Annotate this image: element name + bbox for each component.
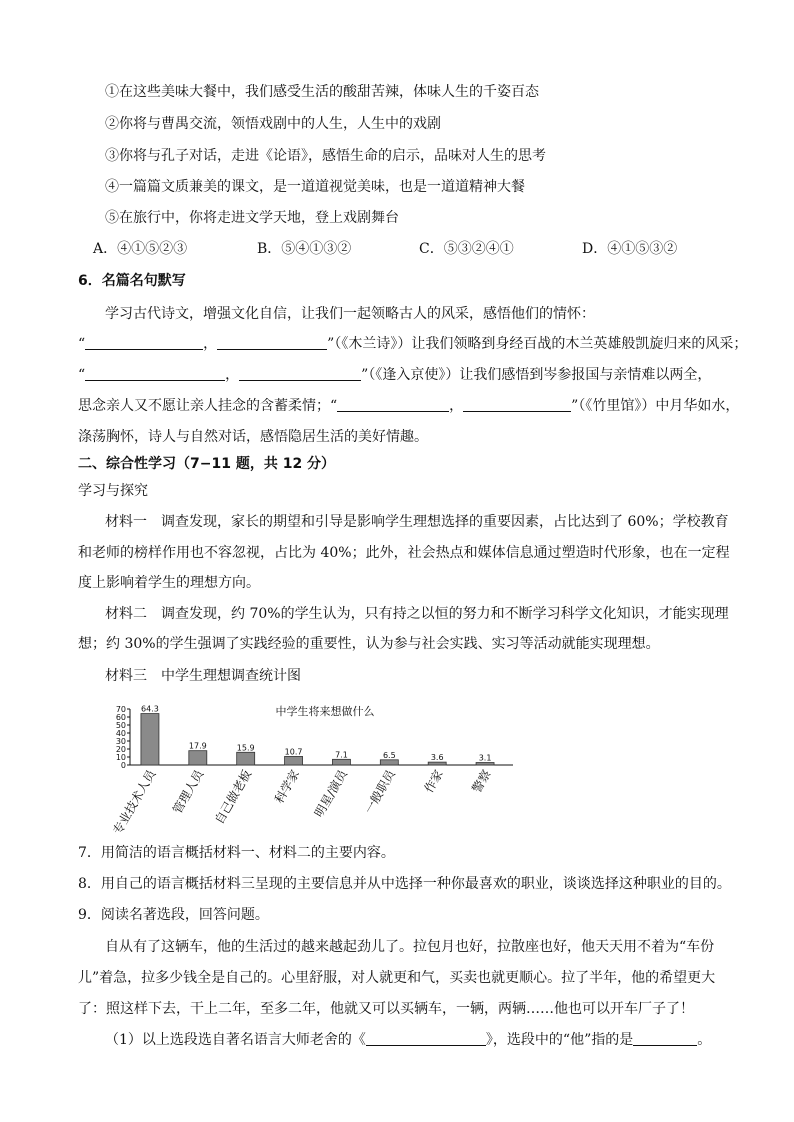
x-tick-label: 明星/演员 [311,767,351,820]
y-tick-label: 60 [115,713,126,722]
material-2-line-2: 想；约 30%的学生强调了实践经验的重要性，认为参与社会实践、实习等活动就能实现理想。 [78,636,660,652]
material-1-line-3: 度上影响着学生的理想方向。 [78,575,260,591]
x-tick-label: 警察 [469,767,494,796]
x-tick-label: 管理人员 [170,767,207,817]
option-item-1: ①在这些美味大餐中，我们感受生活的酸甜苦辣，体味人生的千姿百态 [105,84,539,100]
answer-blank[interactable] [337,396,449,412]
answer-blank[interactable] [85,365,225,381]
bar-value-label: 15.9 [236,743,255,753]
question-8: 8．用自己的语言概括材料三呈现的主要信息并从中选择一种你最喜欢的职业，谈谈选择这种职业的目的。 [78,876,731,892]
section-2-title: 二、综合性学习（7−11 题，共 12 分） [78,456,336,472]
bar [285,756,303,765]
question-6-line-3: 思念亲人又不愿让亲人挂念的含蓄柔情；“ ， ”（《竹里馆》）中月华如水， [78,398,740,414]
x-tick-label: 专业技术人员 [110,767,159,837]
choice-a[interactable]: A．④①⑤②③ [93,241,188,257]
character-blank[interactable] [633,1030,697,1046]
bar [428,762,446,765]
bar-value-label: 64.3 [141,704,159,714]
answer-blank[interactable] [239,365,361,381]
y-tick-label: 20 [115,745,126,754]
excerpt-line-1: 自从有了这辆车，他的生活过的越来越起劲儿了。拉包月也好，拉散座也好，他天天用不着为“车份 [105,939,715,955]
question-6-line-1: “ ， ”（《木兰诗》）让我们领略到身经百战的木兰英雄般凯旋归来的风采； [78,336,748,352]
section-2-subtitle: 学习与探究 [78,483,148,499]
chart-title: 中学生将来想做什么 [275,705,375,718]
option-item-3: ③你将与孔子对话，走进《论语》，感悟生命的启示，品味对人生的思考 [105,148,546,164]
bar [141,714,159,765]
y-tick-label: 70 [115,705,126,714]
excerpt-line-3: 了：照这样下去，干上二年，至多二年，他就又可以买辆车，一辆，两辆……他也可以开车厂子了！ [78,1001,694,1017]
y-tick-label: 30 [115,737,126,746]
choice-c[interactable]: C．⑤③②④① [419,241,514,257]
y-tick-label: 50 [115,721,126,730]
y-tick-label: 40 [115,729,126,738]
material-1-line-2: 和老师的榜样作用也不容忽视，占比为 40%；此外，社会热点和媒体信息通过塑造时代形象，也在一定程 [78,545,730,561]
x-tick-label: 一般职员 [361,767,398,817]
material-3-title: 材料三 中学生理想调查统计图 [105,668,301,684]
bar [189,751,207,765]
x-tick-label: 科学家 [272,767,303,806]
choice-d[interactable]: D．④①⑤③② [582,241,678,257]
question-9-sub-1: （1）以上选段选自著名语言大师老舍的《 》，选段中的“他”指的是 。 [105,1032,712,1048]
bar-value-label: 3.6 [430,753,444,763]
bar [237,752,255,765]
option-item-5: ⑤在旅行中，你将走进文学天地，登上戏剧舞台 [105,210,399,226]
question-6-intro: 学习古代诗文，增强文化自信，让我们一起领略古人的风采，感悟他们的情怀： [105,306,595,322]
x-tick-label: 自己做老板 [212,767,255,827]
bar-value-label: 6.5 [382,750,396,760]
answer-blank[interactable] [217,334,327,350]
bar [332,759,350,765]
y-tick-label: 10 [115,753,126,762]
book-title-blank[interactable] [366,1030,486,1046]
bar-value-label: 17.9 [188,741,207,751]
bar [476,763,494,765]
x-tick-label: 作家 [421,767,446,796]
question-6-title: 6．名篇名句默写 [78,273,186,289]
answer-blank[interactable] [85,334,203,350]
bar-value-label: 10.7 [284,747,303,757]
bar-value-label: 3.1 [478,753,492,763]
answer-blank[interactable] [463,396,571,412]
excerpt-line-2: 儿”着急，拉多少钱全是自己的。心里舒服，对人就更和气，买卖也就更顺心。拉了半年，他的希望更大 [78,970,716,986]
question-9: 9．阅读名著选段，回答问题。 [78,907,269,923]
material-1-line-1: 材料一 调查发现，家长的期望和引导是影响学生理想选择的重要因素，占比达到了 60%；学校教育 [105,514,729,530]
option-item-2: ②你将与曹禺交流，领悟戏剧中的人生，人生中的戏剧 [105,116,441,132]
bar-value-label: 7.1 [335,750,348,760]
y-tick-label: 0 [120,761,126,770]
option-item-4: ④一篇篇文质兼美的课文，是一道道视觉美味，也是一道道精神大餐 [105,179,525,195]
bar [380,760,398,765]
choice-b[interactable]: B．⑤④①③② [257,241,352,257]
question-6-line-2: “ ， ”（《逢入京使》）让我们感悟到岑参报国与亲情难以两全， [78,367,712,383]
ideal-survey-bar-chart [85,695,525,840]
material-2-line-1: 材料二 调查发现，约 70%的学生认为，只有持之以恒的努力和不断学习科学文化知识，才能实现理 [105,606,729,622]
question-7: 7．用简洁的语言概括材料一、材料二的主要内容。 [78,845,395,861]
question-6-line-4: 涤荡胸怀，诗人与自然对话，感悟隐居生活的美好情趣。 [78,429,428,445]
